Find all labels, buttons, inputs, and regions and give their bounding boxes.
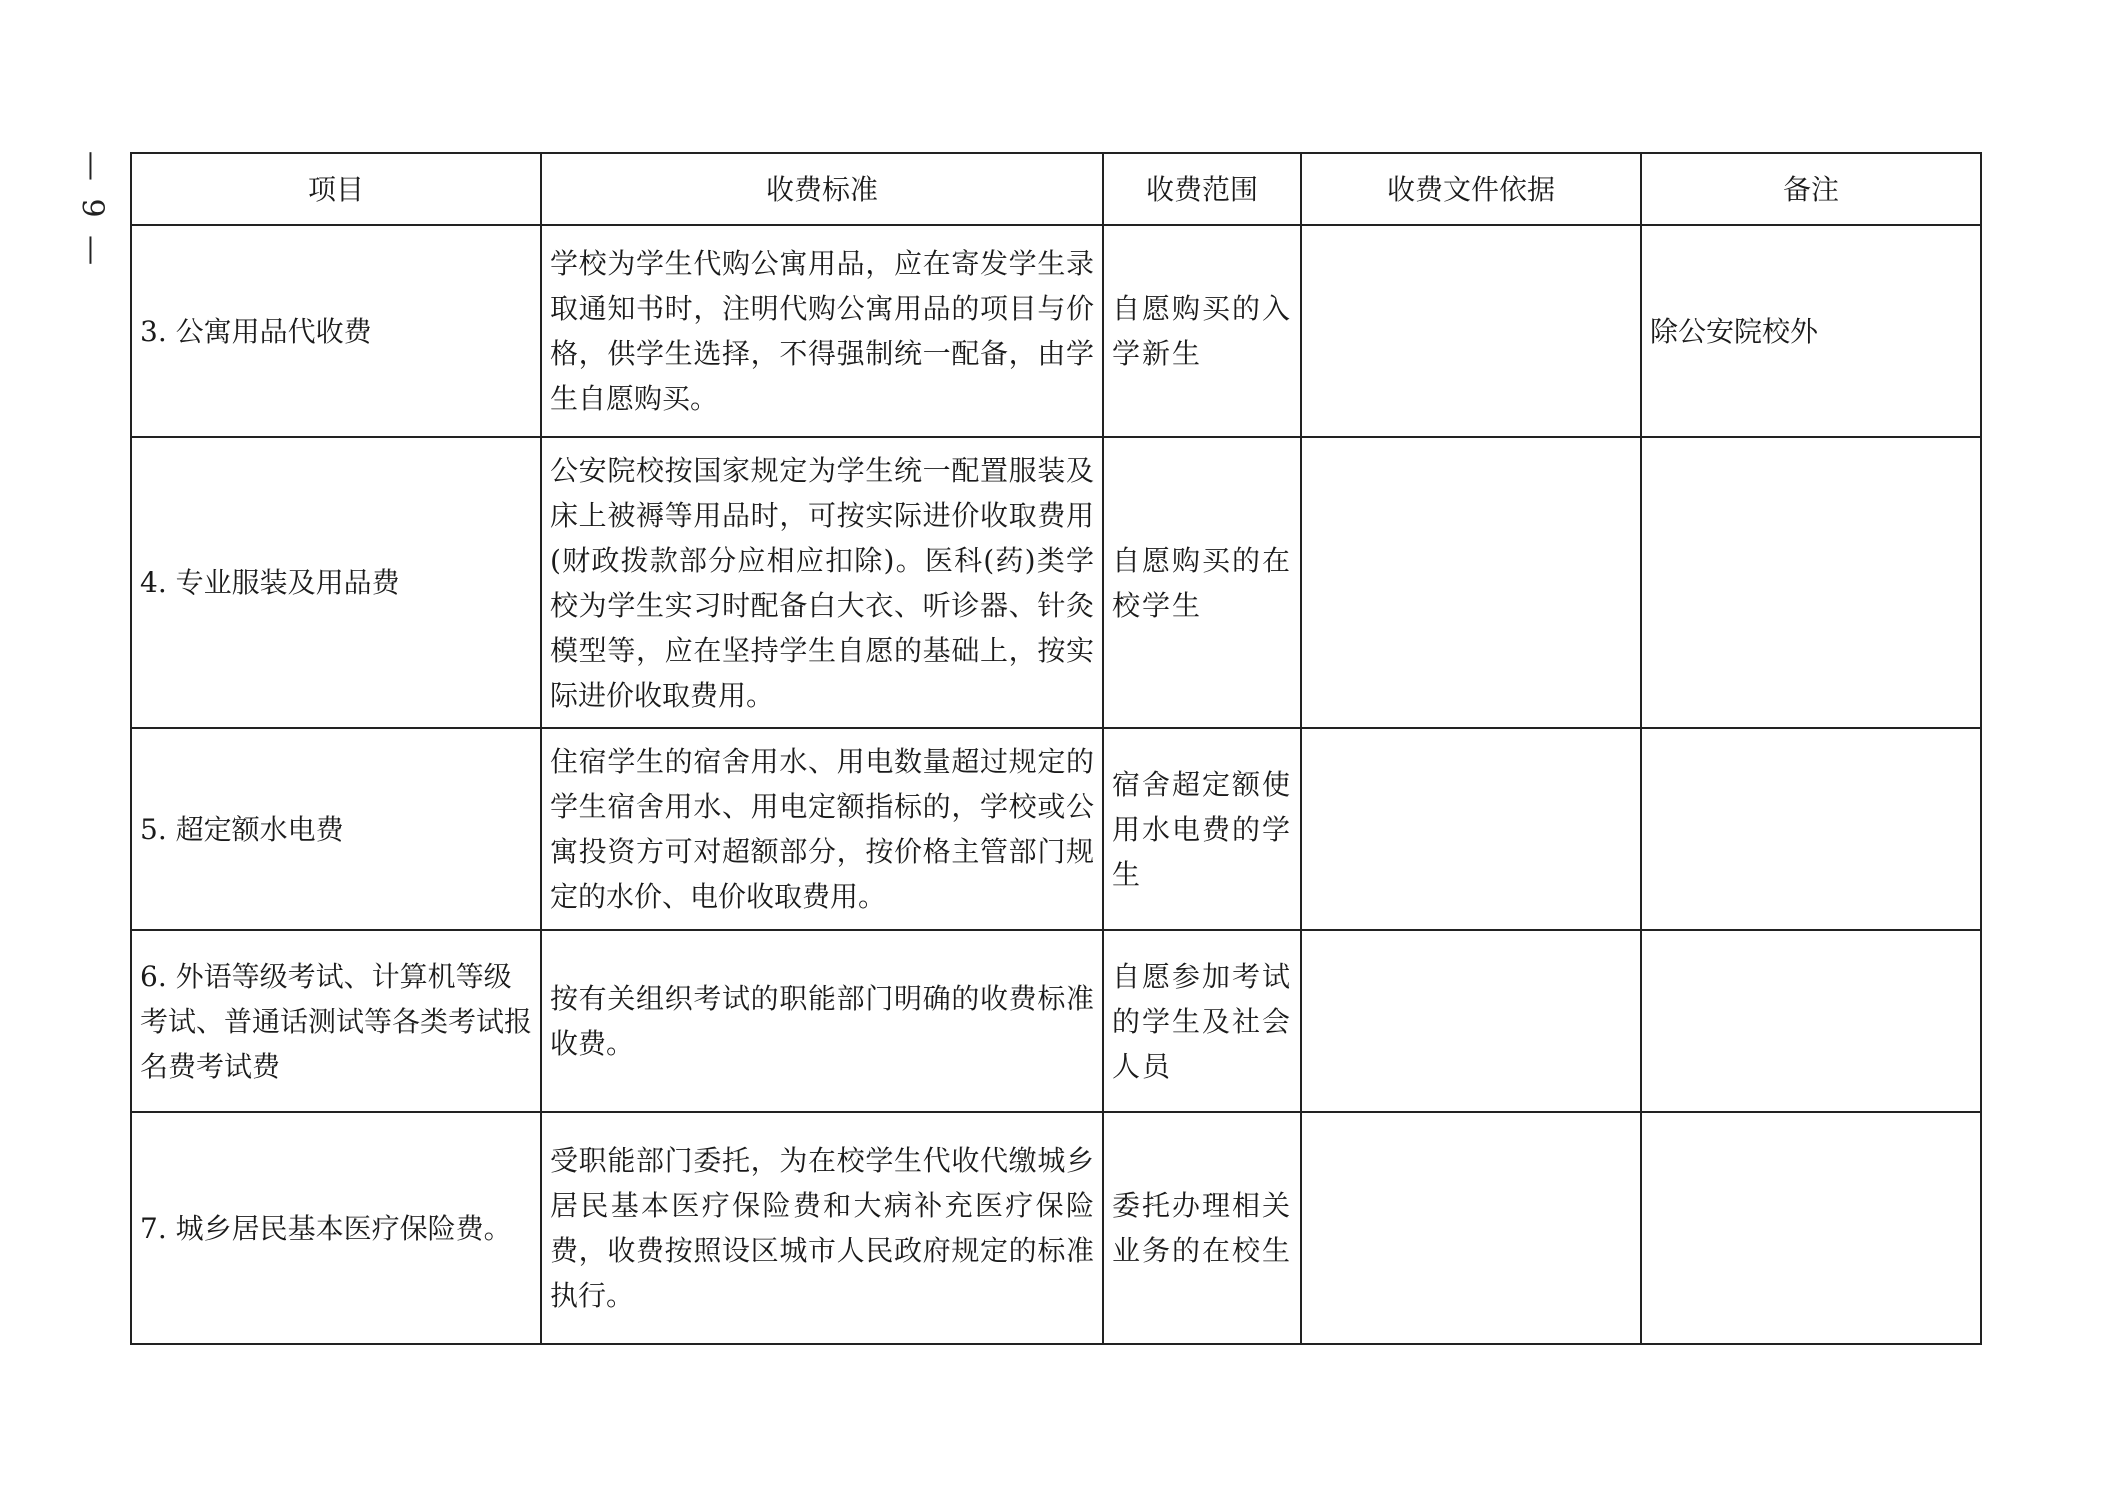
fee-table — [130, 152, 1982, 1345]
cell-standard: 受职能部门委托，为在校学生代收代缴城乡居民基本医疗保险费和大病补充医疗保险费，收费按照设区城市人民政府规定的标准执行。 — [541, 1112, 1103, 1344]
cell-item: 6. 外语等级考试、计算机等级考试、普通话测试等各类考试报名费考试费 — [131, 930, 541, 1112]
cell-note — [1641, 1112, 1981, 1344]
cell-item: 7. 城乡居民基本医疗保险费。 — [131, 1112, 541, 1344]
cell-basis — [1301, 728, 1641, 930]
header-item: 项目 — [131, 153, 541, 225]
table-row — [131, 225, 1981, 437]
table-row — [131, 728, 1981, 930]
cell-item: 4. 专业服装及用品费 — [131, 437, 541, 728]
cell-basis — [1301, 1112, 1641, 1344]
cell-item: 3. 公寓用品代收费 — [131, 225, 541, 437]
table-row — [131, 437, 1981, 728]
table-row — [131, 1112, 1981, 1344]
cell-note — [1641, 437, 1981, 728]
header-basis: 收费文件依据 — [1301, 153, 1641, 225]
cell-basis — [1301, 225, 1641, 437]
cell-note — [1641, 930, 1981, 1112]
cell-standard: 学校为学生代购公寓用品，应在寄发学生录取通知书时，注明代购公寓用品的项目与价格，供学生选择，不得强制统一配备，由学生自愿购买。 — [541, 225, 1103, 437]
header-note: 备注 — [1641, 153, 1981, 225]
cell-standard: 住宿学生的宿舍用水、用电数量超过规定的学生宿舍用水、用电定额指标的，学校或公寓投资方可对超额部分，按价格主管部门规定的水价、电价收取费用。 — [541, 728, 1103, 930]
cell-scope: 自愿购买的入学新生 — [1103, 225, 1301, 437]
table-row — [131, 930, 1981, 1112]
cell-scope: 自愿购买的在校学生 — [1103, 437, 1301, 728]
cell-standard: 公安院校按国家规定为学生统一配置服装及床上被褥等用品时，可按实际进价收取费用(财政拨款部分应相应扣除)。医科(药)类学校为学生实习时配备白大衣、听诊器、针灸模型等，应在坚持学生自愿的基础上，按实际进价收取费用。 — [541, 437, 1103, 728]
cell-item: 5. 超定额水电费 — [131, 728, 541, 930]
table-header-row — [131, 153, 1981, 225]
page-number: — 9 — — [74, 150, 110, 270]
header-scope: 收费范围 — [1103, 153, 1301, 225]
cell-scope: 自愿参加考试的学生及社会人员 — [1103, 930, 1301, 1112]
cell-scope: 委托办理相关业务的在校生 — [1103, 1112, 1301, 1344]
cell-standard: 按有关组织考试的职能部门明确的收费标准收费。 — [541, 930, 1103, 1112]
cell-scope: 宿舍超定额使用水电费的学生 — [1103, 728, 1301, 930]
cell-note: 除公安院校外 — [1641, 225, 1981, 437]
header-standard: 收费标准 — [541, 153, 1103, 225]
cell-note — [1641, 728, 1981, 930]
cell-basis — [1301, 930, 1641, 1112]
cell-basis — [1301, 437, 1641, 728]
